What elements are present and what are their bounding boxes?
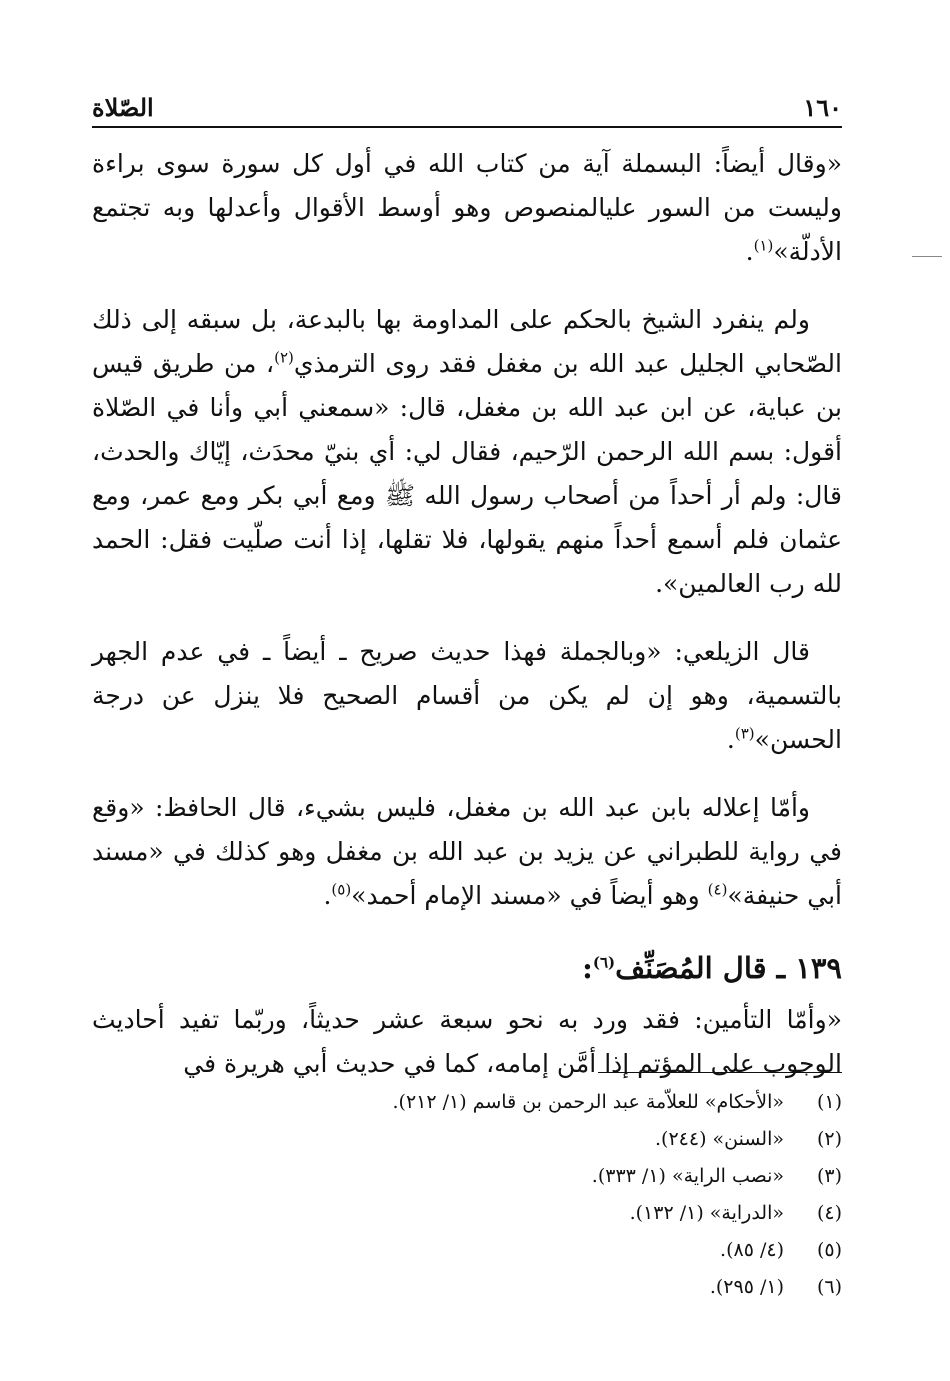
footnote-ref: (٢): [274, 348, 294, 367]
footnote-ref: (٥): [331, 880, 352, 899]
footnote-ref: (٣): [734, 724, 755, 743]
paragraph-1: «وقال أيضاً: البسملة آية من كتاب الله في أول كل سورة سوى براءة وليست من السور عليالمنصوص وهو أوسط الأقوال وأعدلها وبه تجتمع الأدلّة»$^{(١)}$.: [92, 149, 842, 266]
paragraph-3: قال الزيلعي: «وبالجملة فهذا حديث صريح ـ أيضاً ـ في عدم الجهر بالتسمية، وهو إن لم يكن من أقسام الصحيح فلا ينزل عن درجة الحسن»$^{(٣)}$.: [92, 637, 842, 754]
paragraph-2: ولم ينفرد الشيخ بالحكم على المداومة بها بالبدعة، بل سبقه إلى ذلك الصّحابي الجليل عبد الله بن مغفل فقد روى الترمذي$^{(٢)}$، من طريق قيس بن عباية، عن ابن عبد الله بن مغفل، قال: «سمعني أبي وأنا في الصّلاة أقول: بسم الله الرحمن الرّحيم، فقال لي: أي بنيّ محدَث، إيّاك والحدث، قال: ولم أر أحداً من أصحاب رسول الله ﷺ ومع أبي بكر ومع عمر، ومع عثمان فلم أسمع أحداً منهم يقولها، فلا تقلها، إذا أنت صلّيت فقل: الحمد لله رب العالمين».: [92, 305, 842, 598]
section-heading: ١٣٩ ـ قال المُصَنِّف$^{(٦)}$:: [582, 951, 842, 985]
footnote-ref: (١): [753, 236, 774, 255]
footnote-item: (٥) (٤/ ٨٥).: [720, 1239, 842, 1261]
footnote-item: (٤) «الدراية» (١/ ١٣٢).: [629, 1202, 842, 1224]
paragraph-4: وأمّا إعلاله بابن عبد الله بن مغفل، فليس بشيء، قال الحافظ: «وقع في رواية للطبراني عن يزيد بن عبد الله بن مغفل وهو كذلك في «مسند أبي حنيفة»$^{(٤)}$ وهو أيضاً في «مسند الإمام أحمد»$^{(٥)}$.: [92, 793, 842, 910]
footnote-ref: (٤): [707, 880, 728, 899]
footnote-item: (١) «الأحكام» للعلاّمة عبد الرحمن بن قاسم (١/ ٢١٢).: [392, 1091, 842, 1113]
paragraph-5: «وأمّا التأمين: فقد ورد به نحو سبعة عشر حديثاً، وربّما تفيد أحاديث الوجوب على المؤتم إذا أمَّن إمامه، كما في حديث أبي هريرة في: [92, 1005, 842, 1078]
footnote-separator: [598, 1072, 842, 1073]
running-title: الصّلاة: [92, 93, 154, 122]
page-number: ١٦٠: [803, 93, 842, 122]
main-text: [92, 142, 842, 1110]
margin-mark: [912, 256, 942, 257]
footnote-item: (٦) (١/ ٢٩٥).: [709, 1276, 842, 1298]
footnotes: [92, 1084, 842, 1306]
footnote-ref: (٦): [592, 953, 616, 972]
footnote-item: (٢) «السنن» (٢٤٤).: [655, 1128, 842, 1150]
page-header: [92, 82, 842, 128]
footnote-item: (٣) «نصب الراية» (١/ ٣٣٣).: [591, 1165, 842, 1187]
